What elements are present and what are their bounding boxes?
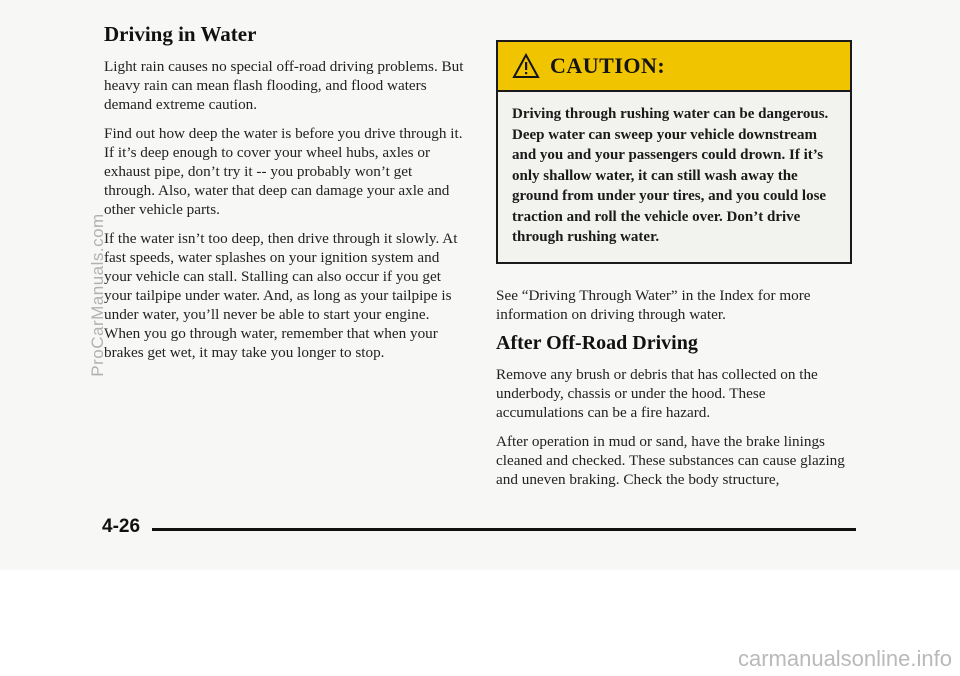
warning-triangle-icon [512,53,540,79]
page-number: 4-26 [102,516,141,537]
paragraph: Light rain causes no special off-road driving problems. But heavy rain can mean flash flooding, and flood waters demand extreme caution. [104,58,464,113]
caution-box [496,40,852,264]
paragraph: After operation in mud or sand, have the brake linings cleaned and checked. These substances can cause glazing and uneven braking. Check the body structure, [496,432,845,488]
paragraph: Find out how deep the water is before you drive through it. If it’s deep enough to cover your wheel hubs, axles or exhaust pipe, don’t try it -- you probably won’t get through. Also, water that deep can damage your axle and other vehicle parts. [104,125,463,218]
footer-rule [152,528,856,531]
left-column [104,22,466,372]
paragraph: If the water isn’t too deep, then drive through it slowly. At fast speeds, water splashes on your ignition system and your vehicle can stall. Stalling can also occur if you get your tailpipe under water. And, as long as your tailpipe is under water, you’ll never be able to start your engine. When you go through water, remember that when your brakes get wet, it may take you longer to stop. [104,230,458,361]
paragraph: Remove any brush or debris that has collected on the underbody, chassis or under the hood. These accumulations can be a fire hazard. [496,365,818,421]
section-heading-driving-in-water: Driving in Water [104,22,257,46]
caution-title: CAUTION: [550,53,666,78]
right-column [496,40,852,499]
section-heading-after-off-road: After Off-Road Driving [496,331,698,354]
side-watermark-text: ProCarManuals.com [88,213,107,377]
caution-header [498,42,850,92]
caution-text: Driving through rushing water can be dangerous. Deep water can sweep your vehicle downstream and you and your passengers could drown. If it’s only shallow water, it can still wash away the ground from under your tires, and you could lose traction and roll the vehicle over. Don’t drive through rushing water. [512,106,829,245]
cross-reference-text: See “Driving Through Water” in the Index for more information on driving through water. [496,286,811,323]
site-watermark: carmanualsonline.info [737,646,952,671]
